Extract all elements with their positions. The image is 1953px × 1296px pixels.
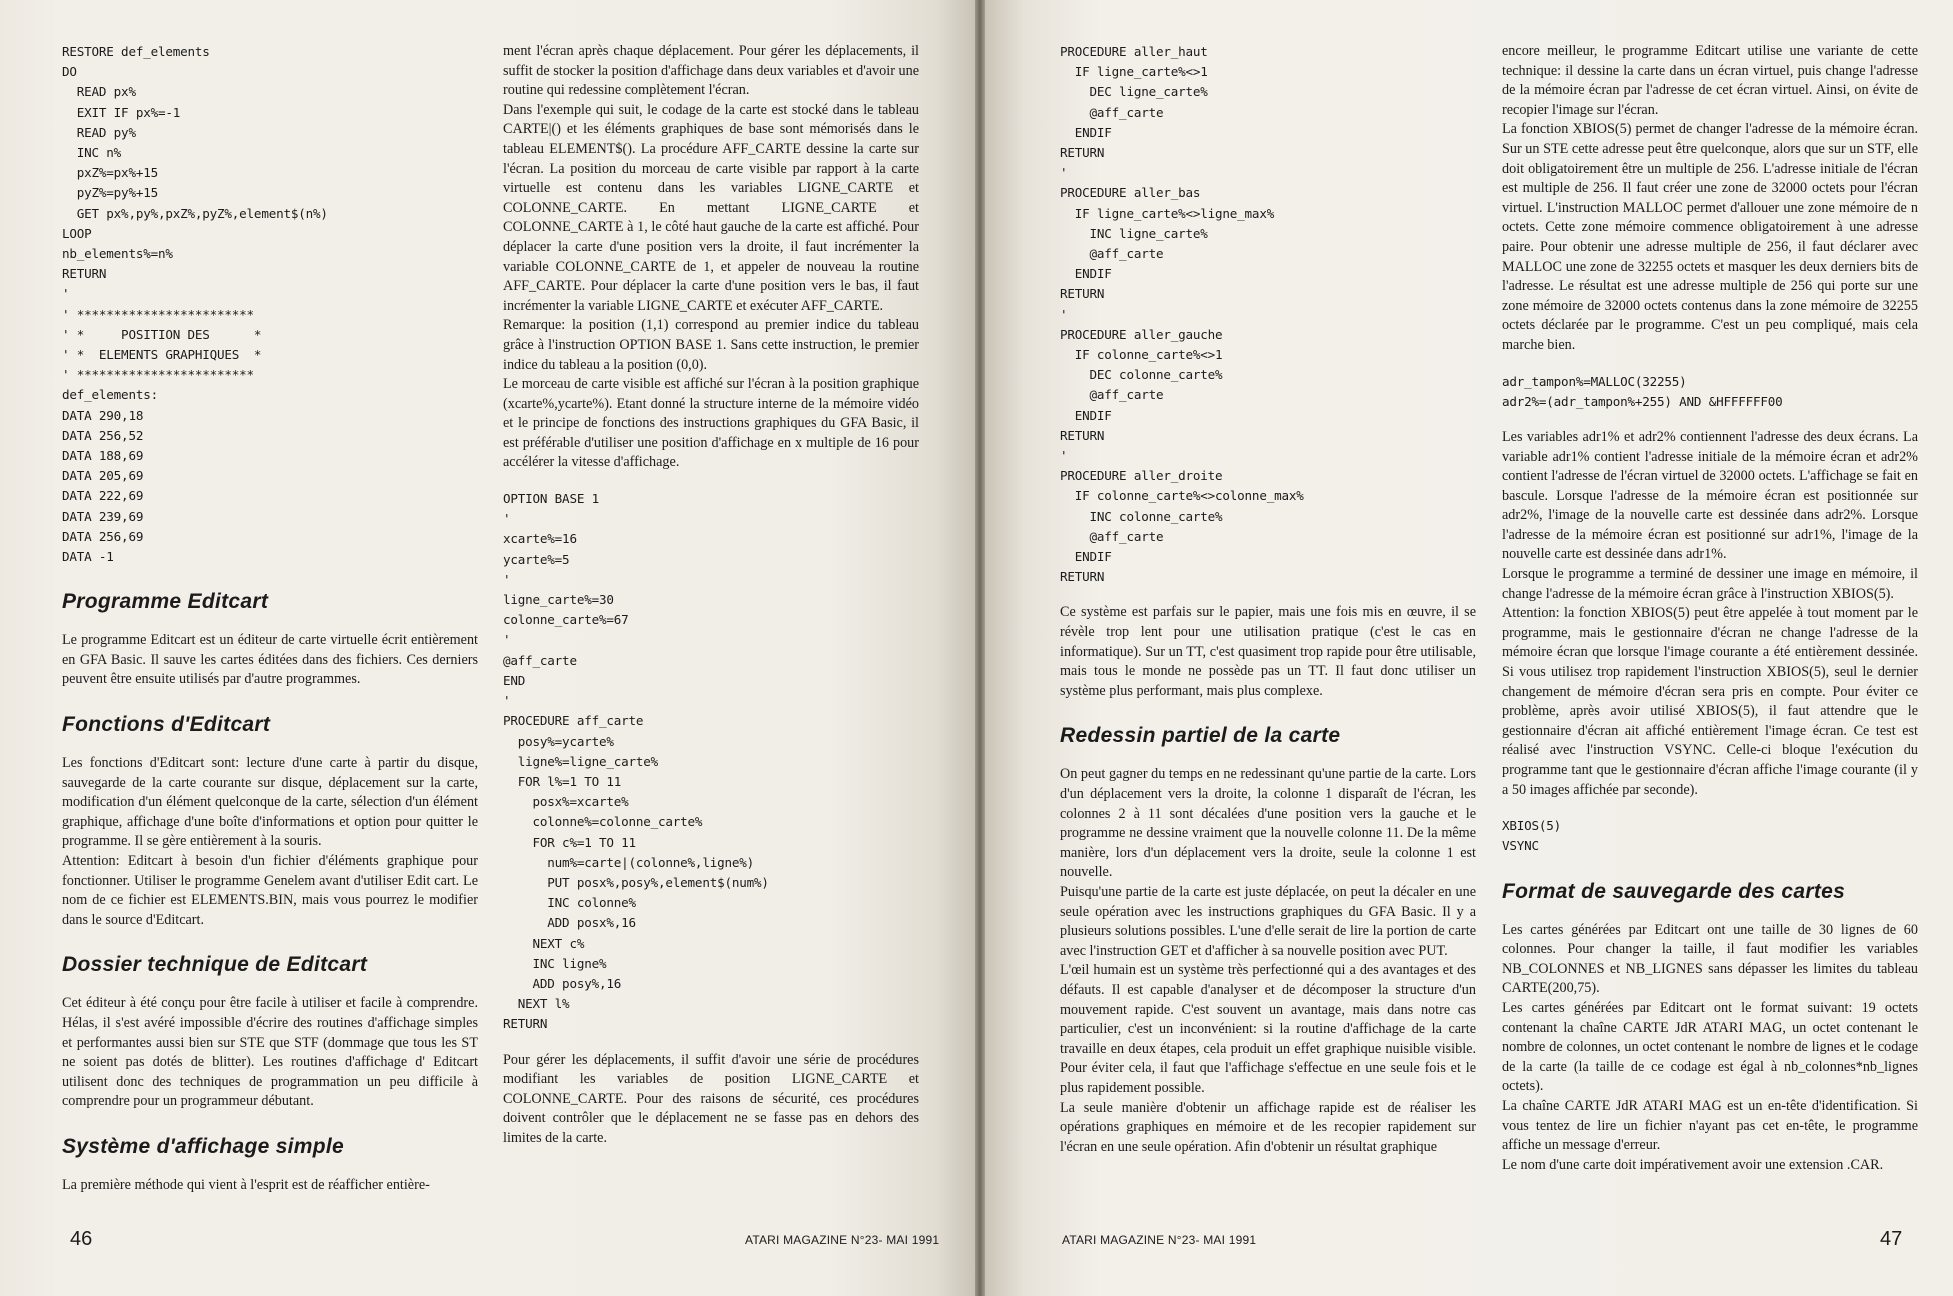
column-1 [62, 42, 478, 1196]
column-2 [503, 42, 919, 1149]
code-listing-def-elements: RESTORE def_elements DO READ px% EXIT IF px%=-1 READ py% INC n% pxZ%=px%+15 pyZ%=py%+15 GET px%,py%,pxZ%,pyZ%,element$(n%) LOOP nb_elements%=n% RETURN ' ' ************************ ' * POSITION DES * ' * ELEMENTS GRAPHIQUES * ' ************************ def_elements: DATA 290,18 DATA 256,52 DATA 188,69 DATA 205,69 DATA 222,69 DATA 239,69 DATA 256,69 DATA -1 [62, 44, 328, 565]
paragraph: Remarque: la position (1,1) correspond au premier indice du tableau grâce à l'instruction OPTION BASE 1. Sans cette instruction, le premier indice du tableau a la position (0,0). [503, 317, 919, 373]
paragraph: Les cartes générées par Editcart ont une taille de 30 lignes de 60 colonnes. Pour changer la taille, il faut modifier les variables NB_COLONNES et NB_LIGNES sans dépasser les limites du tableau CARTE(200,75). [1502, 921, 1918, 997]
paragraph: Les cartes générées par Editcart ont le format suivant: 19 octets contenant la chaîne CARTE JdR ATARI MAG, un octet contenant le nombre de colonnes, un octet contenant le nombre de lignes et le codage de la carte (la taille de ce codage est égal à nb_colonnes*nb_lignes octets). [1502, 999, 1918, 1095]
page-number-left: 46 [70, 1228, 93, 1250]
paragraph: La chaîne CARTE JdR ATARI MAG est un en-tête d'identification. Si vous tentez de lire un fichier n'ayant pas cet en-tête, le programme affiche un message d'erreur. [1502, 1097, 1918, 1154]
paragraph: Le programme Editcart est un éditeur de carte virtuelle écrit entièrement en GFA Basic. Il sauve les cartes éditées dans des fichiers. Ces derniers peuvent être ensuite utilisés par d'autre programmes. [62, 632, 478, 688]
footer-right: ATARI MAGAZINE N°23- MAI 1991 [1062, 1233, 1257, 1247]
paragraph: Les variables adr1% et adr2% contiennent l'adresse des deux écrans. La variable adr1% contient l'adresse initiale de la mémoire écran et adr2% contient l'adresse de l'écran virtuel de 32000 octets. L'affichage se fait en bascule. Lorsque l'adresse de la mémoire écran est positionnée sur adr2%, l'image de la nouvelle carte est dessinée dans adr2%. Lorsque l'adresse de la mémoire écran est positionné sur adr1%, l'image de la nouvelle carte est dessinée dans adr1%. [1502, 428, 1918, 563]
heading-fonctions-editcart: Fonctions d'Editcart [62, 713, 271, 737]
code-listing-aff-carte: OPTION BASE 1 ' xcarte%=16 ycarte%=5 ' ligne_carte%=30 colonne_carte%=67 ' @aff_carte END ' PROCEDURE aff_carte posy%=ycarte% ligne%=ligne_carte% FOR l%=1 TO 11 posx%=xcarte% colonne%=colonne_carte% FOR c%=1 TO 11 num%=carte|(colonne%,ligne%) PUT posx%,posy%,element$(num%) INC colonne% ADD posx%,16 NEXT c% INC ligne% ADD posy%,16 NEXT l% RETURN [503, 491, 769, 1032]
paragraph: Ce système est parfais sur le papier, mais une fois mis en œuvre, il se révèle trop lent pour une utilisation pratique (c'est le cas en informatique). Sur un TT, c'est quasiment trop rapide pour être utilisable, mais tous le monde ne possède pas un TT. Il faut donc utiliser un système plus performant, mais plus complexe. [1060, 604, 1476, 699]
page-number-right: 47 [1880, 1228, 1903, 1250]
left-page [0, 0, 975, 1296]
paragraph: encore meilleur, le programme Editcart utilise une variante de cette technique: il dessine la carte dans un écran virtuel, puis change l'adresse de la mémoire écran par l'adresse de cet écran virtuel. Ainsi, on évite de recopier l'image sur l'écran. [1502, 43, 1918, 118]
paragraph: Dans l'exemple qui suit, le codage de la carte est stocké dans le tableau CARTE|() et les éléments graphiques de base sont mémorisés dans le tableau ELEMENT$(). La procédure AFF_CARTE dessine la carte sur l'écran. La position du morceau de carte visible par rapport à la carte virtuelle est contenu dans les variables LIGNE_CARTE et COLONNE_CARTE. En mettant LIGNE_CARTE et COLONNE_CARTE à 1, le côté haut gauche de la carte est affiché. Pour déplacer la carte d'une position vers la droite, il faut incrémenter la variable COLONNE_CARTE de 1, et appeler de nouveau la routine AFF_CARTE. Pour déplacer la carte d'une position vers le bas, il faut incrémenter la variable LIGNE_CARTE et exécuter AFF_CARTE. [503, 101, 919, 314]
code-listing-xbios: XBIOS(5) VSYNC [1502, 818, 1562, 854]
paragraph: ment l'écran après chaque déplacement. Pour gérer les déplacements, il suffit de stocker la position d'affichage dans deux variables et d'avoir une routine qui redessine complètement l'écran. [503, 43, 919, 99]
paragraph: Cet éditeur à été conçu pour être facile à utiliser et facile à comprendre. Hélas, il s'est avéré impossible d'écrire des routines d'affichage simples et performantes aussi bien sur STE que STF (dommage que tous les ST ne soient pas dotés de blitter). Les routines d'affichage d' Editcart utilisent donc des techniques de programmation un peu difficile à comprendre pour un programmeur débutant. [62, 995, 478, 1110]
column-4 [1502, 42, 1918, 1175]
column-3 [1060, 42, 1476, 1157]
paragraph: On peut gagner du temps en ne redessinant qu'une partie de la carte. Lors d'un déplacement vers la droite, la colonne 1 disparaît de l'écran, les colonnes 2 à 11 sont décalées d'une position vers la gauche et le programme ne dessine vraiment que la nouvelle colonne 11. De la même manière, lors d'un déplacement vers la droite, seule la colonne 1 est nouvelle. [1060, 766, 1476, 881]
paragraph: La seule manière d'obtenir un affichage rapide est de réaliser les opérations graphiques en mémoire et de les recopier rapidement sur l'écran en une seule opération. Afin d'obtenir un résultat graphique [1060, 1099, 1476, 1155]
heading-format-sauvegarde: Format de sauvegarde des cartes [1502, 879, 1846, 903]
paragraph: Les fonctions d'Editcart sont: lecture d'une carte à partir du disque, sauvegarde de la carte courante sur disque, déplacement sur la carte, modification d'un élément quelconque de la carte, sélection d'un élément graphique, affichage d'une boîte d'informations et option pour quitter le programme. Il se gère entièrement à la souris. [62, 755, 478, 850]
paragraph: Attention: Editcart à besoin d'un fichier d'éléments graphique pour fonctionner. Utiliser le programme Genelem avant d'utiliser Edit cart. Le nom de ce fichier est ELEMENTS.BIN, mais vous pourrez le modifier dans le source d'Editcart. [62, 853, 478, 928]
heading-systeme-affichage-simple: Système d'affichage simple [62, 1134, 345, 1158]
paragraph: Pour gérer les déplacements, il suffit d'avoir une série de procédures modifiant les variables de position LIGNE_CARTE et COLONNE_CARTE. Pour des raisons de sécurité, ces procédures doivent contrôler que le déplacement ne se fasse pas en dehors des limites de la carte. [503, 1051, 919, 1146]
book-gutter [975, 0, 985, 1296]
paragraph: Lorsque le programme a terminé de dessiner une image en mémoire, il change l'adresse de la mémoire écran grâce à l'instruction XBIOS(5). [1502, 566, 1918, 602]
paragraph: Le morceau de carte visible est affiché sur l'écran à la position graphique (xcarte%,ycarte%). Etant donné la structure interne de la mémoire vidéo et le principe de fonctions des instructions graphiques du GFA Basic, il est préférable d'utiliser une position d'affichage en x multiple de 16 pour accélérer la vitesse d'affichage. [503, 376, 919, 471]
code-listing-malloc: adr_tampon%=MALLOC(32255) adr2%=(adr_tampon%+255) AND &HFFFFFF00 [1502, 373, 1783, 409]
paragraph: La première méthode qui vient à l'esprit est de réafficher entière- [62, 1176, 430, 1193]
paragraph: La fonction XBIOS(5) permet de changer l'adresse de la mémoire écran. Sur un STE cette adresse peut être quelconque, alors que sur un STF, elle doit obligatoirement être un multiple de 256. L'adresse initiale de l'écran est multiple de 256. Il faut créer une zone de 32000 octets pour l'écran virtuel. L'instruction MALLOC permet d'allouer une zone mémoire de n octets. Cette zone mémoire commence obligatoirement à une adresse paire. Pour obtenir une adresse multiple de 256, il faut déclarer avec MALLOC une zone de 32255 octets et masquer les deux derniers bits de l'adresse. Le résultat est une adresse multiple de 256 qui porte sur une zone mémoire de 32000 octets contenus dans la zone mémoire de 32255 octets déclarée par le programme. C'est un peu compliqué, mais cela marche bien. [1502, 121, 1918, 353]
heading-programme-editcart: Programme Editcart [62, 590, 269, 614]
paragraph: Attention: la fonction XBIOS(5) peut être appelée à tout moment par le programme, mais le gestionnaire d'écran ne change l'adresse de la mémoire écran que lorsque l'image courante a été entièrement dessinée. Si vous utilisez trop rapidement l'instruction XBIOS(5), seul le dernier changement de mémoire d'écran sera pris en compte. Pour éviter ce problème, après avoir utilisé XBIOS(5), il faut attendre que le gestionnaire d'écran ait affiché entièrement l'image écran. Ce test est réalisé avec l'instruction VSYNC. Celle-ci bloque l'exécution du programme tant que le gestionnaire d'écran affiche l'image courante (il y a 50 images affichée par seconde). [1502, 605, 1918, 798]
paragraph: L'œil humain est un système très perfectionné qui a des avantages et des défauts. Il est capable d'analyser et de décomposer la structure d'un mouvement rapide. C'est souvent un avantage, mais dans notre cas particulier, c'est un inconvénient: si la routine d'affichage de la carte travaille en deux étapes, cela produit un effet graphique nuisible visible. Pour éviter cela, il faut que l'affichage s'effectue en une seule fois et le plus rapidement possible. [1060, 962, 1476, 1096]
paragraph: Puisqu'une partie de la carte est juste déplacée, on peut la décaler en une seule opération avec les instructions graphiques du GFA Basic. Il y a plusieurs solutions possibles. L'une d'elle serait de lire la portion de carte avec l'instruction GET et d'afficher à sa nouvelle position avec PUT. [1060, 884, 1476, 959]
paragraph: Le nom d'une carte doit impérativement avoir une extension .CAR. [1502, 1156, 1884, 1173]
footer-left: ATARI MAGAZINE N°23- MAI 1991 [745, 1233, 940, 1247]
heading-dossier-technique: Dossier technique de Editcart [62, 953, 368, 977]
heading-redessin-partiel: Redessin partiel de la carte [1060, 724, 1341, 748]
code-listing-deplacements: PROCEDURE aller_haut IF ligne_carte%<>1 DEC ligne_carte% @aff_carte ENDIF RETURN ' PROCEDURE aller_bas IF ligne_carte%<>ligne_max% INC ligne_carte% @aff_carte ENDIF RETURN ' PROCEDURE aller_gauche IF colonne_carte%<>1 DEC colonne_carte% @aff_carte ENDIF RETURN ' PROCEDURE aller_droite IF colonne_carte%<>colonne_max% INC colonne_carte% @aff_carte ENDIF RETURN [1060, 44, 1304, 585]
